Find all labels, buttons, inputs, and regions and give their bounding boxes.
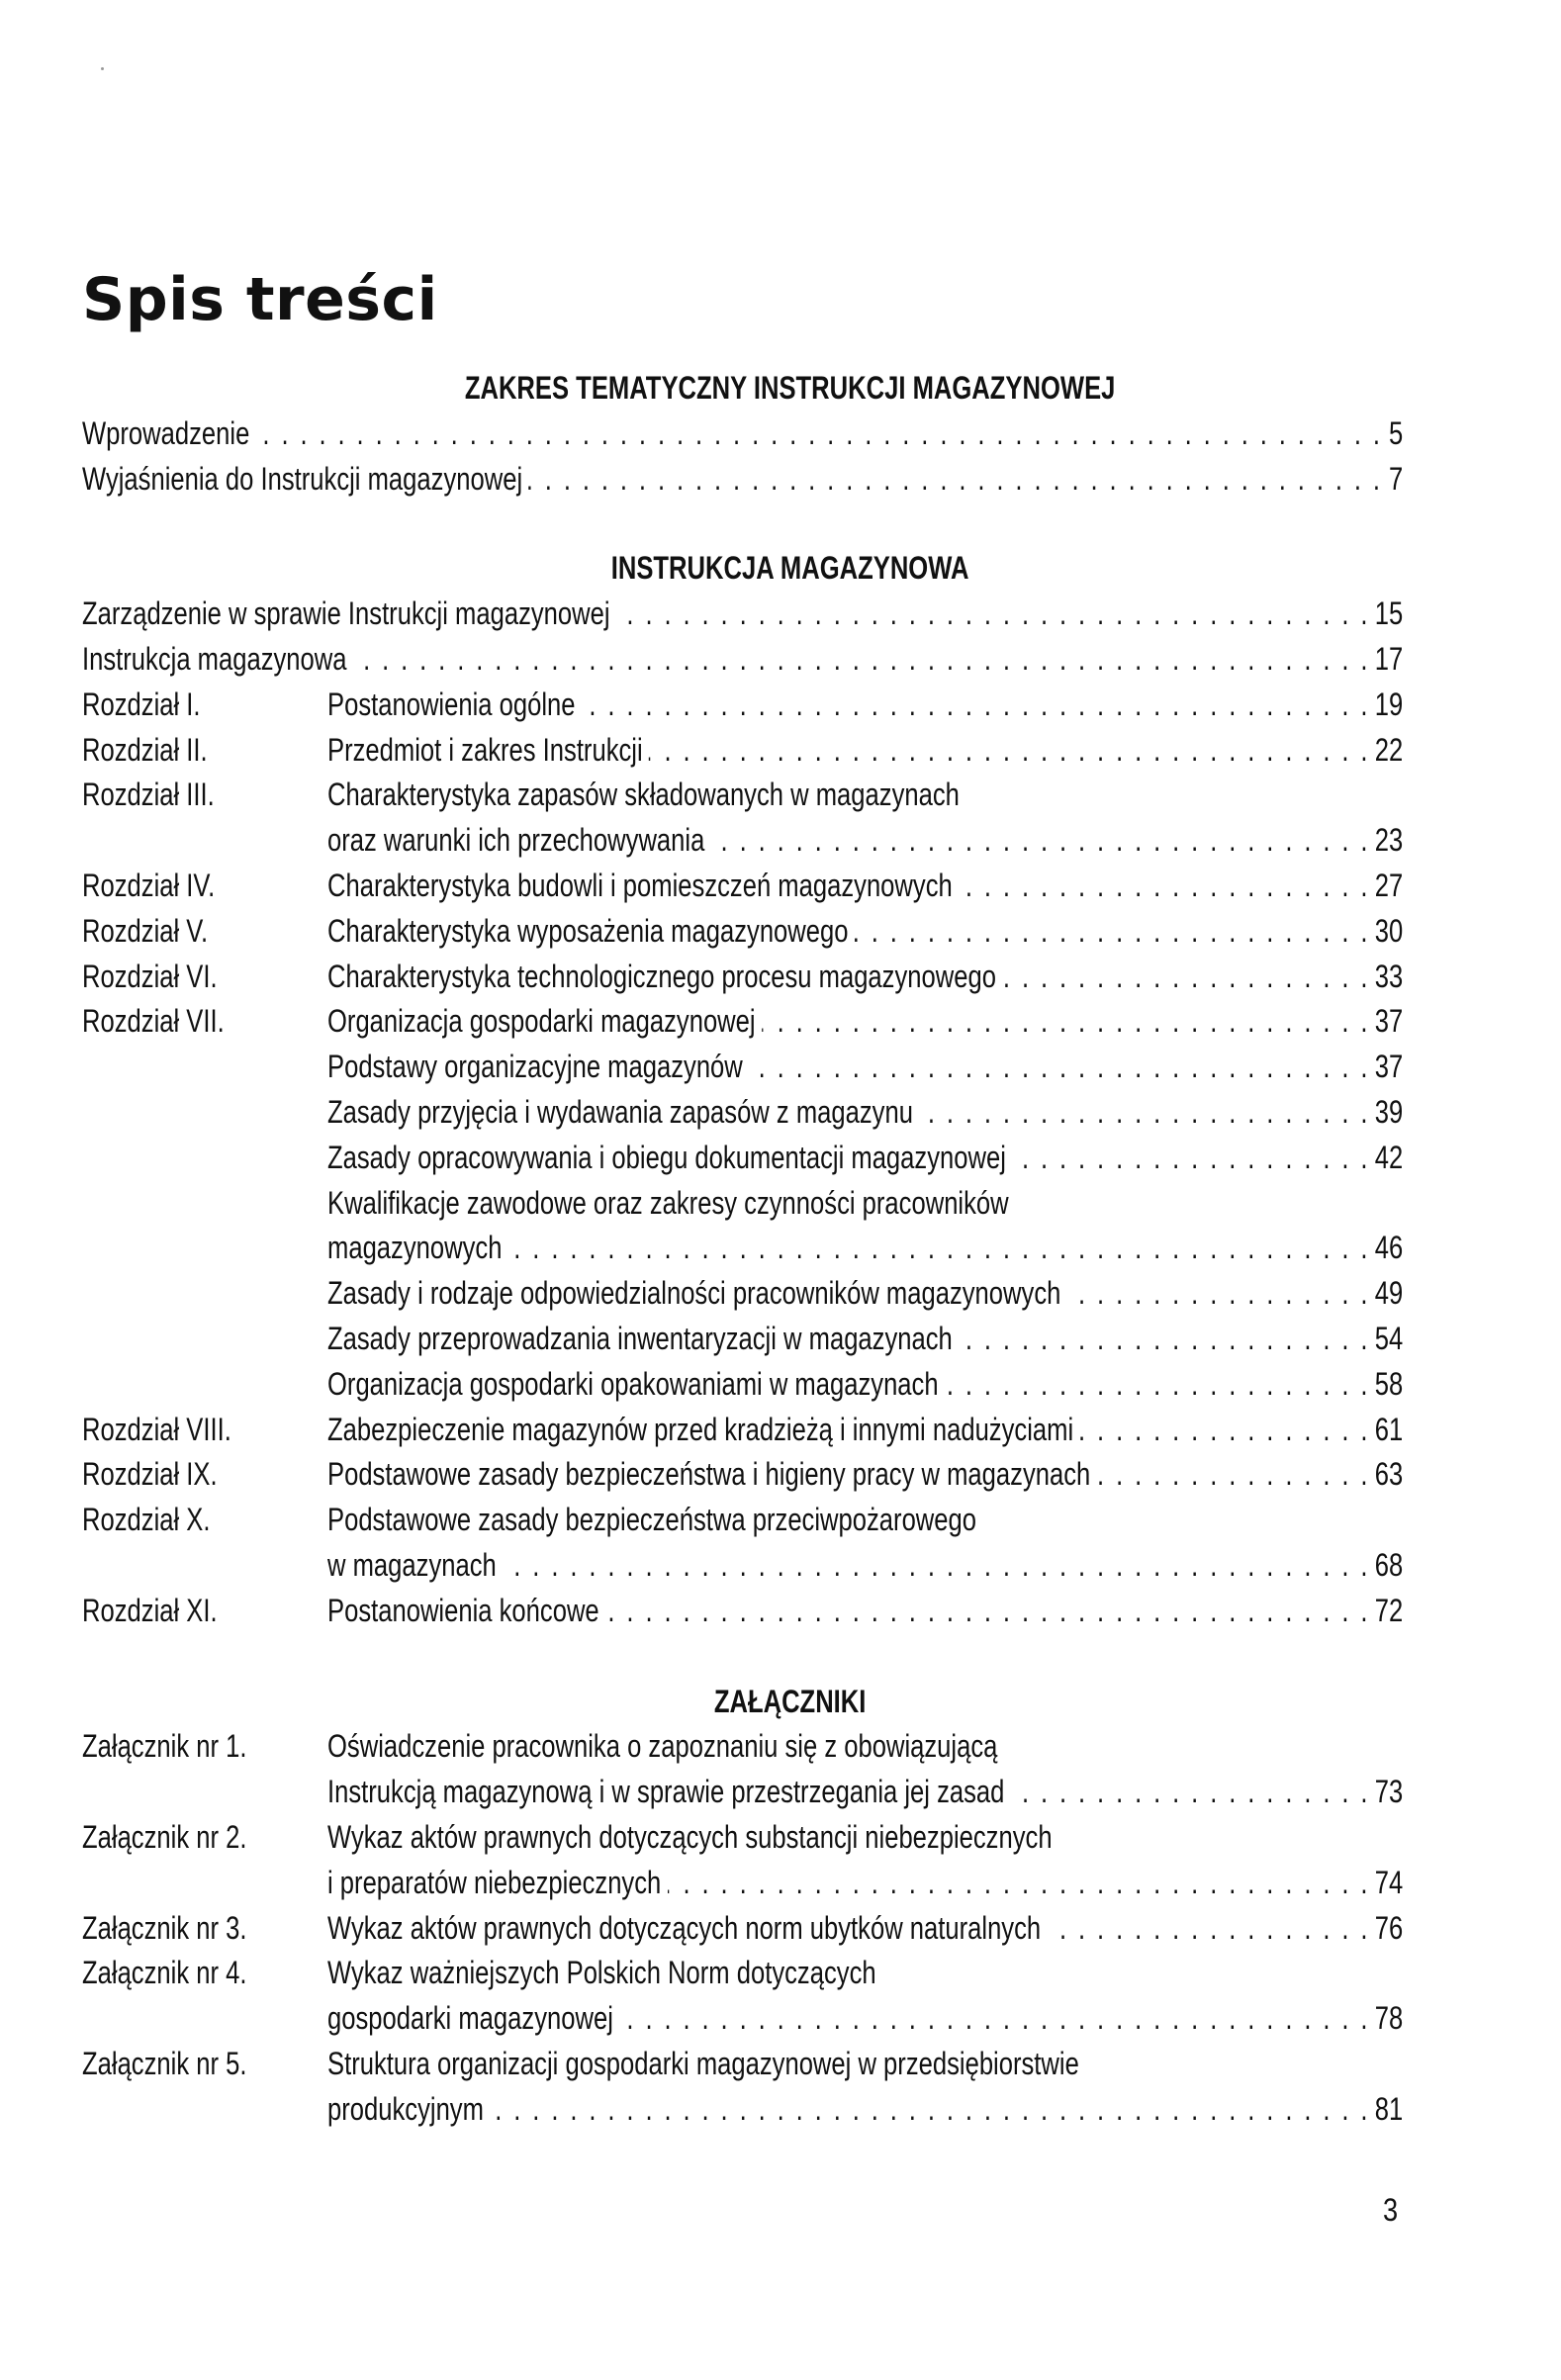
dot-leader [959, 1317, 1370, 1362]
dot-leader [855, 909, 1370, 955]
entry-page: 81 [1374, 2090, 1404, 2127]
entry-title-line1: Podstawowe zasady bezpieczeństwa przeciwpożarowego [327, 1502, 976, 1538]
entry-page: 37 [1374, 1049, 1404, 1085]
entry-page: 61 [1374, 1411, 1404, 1447]
toc-entry-chapter[interactable] [82, 955, 1403, 1000]
dot-leader [490, 2087, 1370, 2133]
entry-page: 63 [1374, 1456, 1404, 1493]
toc-entry-appendix-line2[interactable] [82, 1996, 1403, 2042]
toc-entry-subsection[interactable] [82, 1045, 1403, 1090]
entry-title: w magazynach [327, 1546, 497, 1583]
dot-leader [1002, 955, 1370, 1000]
appendix-label: Załącznik nr 1. [82, 1728, 247, 1765]
appendix-label: Załącznik nr 3. [82, 1909, 247, 1946]
table-of-contents [82, 366, 1403, 2132]
entry-page: 17 [1374, 640, 1404, 677]
entry-title-line1: Kwalifikacje zawodowe oraz zakresy czynności pracowników [327, 1184, 1009, 1221]
scan-speck [101, 67, 104, 70]
chapter-label: Rozdział V. [82, 912, 209, 949]
page-number: 3 [1383, 2192, 1399, 2228]
appendix-label: Załącznik nr 5. [82, 2045, 247, 2081]
entry-page: 39 [1374, 1093, 1404, 1130]
dot-leader [619, 1996, 1370, 2042]
toc-entry-subsection-line1[interactable] [82, 1181, 1403, 1227]
entry-title: produkcyjnym [327, 2090, 484, 2127]
entry-title: Wykaz aktów prawnych dotyczących norm ubytków naturalnych [327, 1909, 1042, 1946]
toc-entry-appendix-line1[interactable] [82, 1951, 1403, 1996]
entry-title: gospodarki magazynowej [327, 2000, 613, 2037]
entry-title: Zabezpieczenie magazynów przed kradzieżą i innymi nadużyciami [327, 1411, 1074, 1447]
entry-title: Przedmiot i zakres Instrukcji [327, 731, 643, 768]
entry-title: Zasady przyjęcia i wydawania zapasów z magazynu [327, 1093, 913, 1130]
chapter-label: Rozdział VIII. [82, 1411, 231, 1447]
entry-page: 72 [1374, 1592, 1404, 1628]
chapter-label: Rozdział XI. [82, 1592, 218, 1628]
entry-page: 19 [1374, 686, 1404, 722]
entry-title: i preparatów niebezpiecznych [327, 1864, 662, 1900]
appendix-label: Załącznik nr 4. [82, 1955, 247, 1991]
dot-leader [529, 457, 1383, 503]
entry-title-line1: Struktura organizacji gospodarki magazynowej w przedsiębiorstwie [327, 2045, 1079, 2081]
toc-entry-subsection[interactable] [82, 1317, 1403, 1362]
entry-page: 7 [1388, 460, 1404, 497]
entry-title: Wprowadzenie [82, 414, 250, 451]
dot-leader [353, 637, 1370, 683]
entry-title: Organizacja gospodarki magazynowej [327, 1003, 756, 1040]
entry-page: 78 [1374, 2000, 1404, 2037]
entry-page: 22 [1374, 731, 1404, 768]
section-heading-instrukcja: INSTRUKCJA MAGAZYNOWA [610, 550, 969, 587]
entry-title: Postanowienia ogólne [327, 686, 576, 722]
dot-leader [508, 1226, 1370, 1271]
spacer [82, 1634, 1403, 1680]
dot-leader [1080, 1408, 1370, 1453]
entry-title: Instrukcja magazynowa [82, 640, 347, 677]
entry-page: 27 [1374, 867, 1404, 903]
section-heading-zalaczniki: ZAŁĄCZNIKI [713, 1683, 867, 1719]
chapter-label: Rozdział III. [82, 777, 215, 813]
entry-page: 23 [1374, 822, 1404, 859]
toc-entry-appendix-line1[interactable] [82, 1724, 1403, 1770]
dot-leader [1011, 1770, 1370, 1815]
entry-title-line1: Oświadczenie pracownika o zapoznaniu się z obowiązującą [327, 1728, 998, 1765]
toc-entry-chapter-line1[interactable] [82, 773, 1403, 818]
entry-title: Instrukcją magazynową i w sprawie przestrzegania jej zasad [327, 1774, 1005, 1810]
entry-page: 15 [1374, 595, 1404, 632]
chapter-label: Rozdział VI. [82, 958, 218, 994]
chapter-label: Rozdział X. [82, 1502, 211, 1538]
toc-entry-chapter[interactable] [82, 1452, 1403, 1498]
entry-page: 49 [1374, 1275, 1404, 1312]
toc-entry-subsection[interactable] [82, 1136, 1403, 1181]
entry-title: oraz warunki ich przechowywania [327, 822, 705, 859]
chapter-label: Rozdział I. [82, 686, 201, 722]
dot-leader [605, 1589, 1370, 1634]
dot-leader [668, 1861, 1370, 1906]
toc-entry-subsection-line2[interactable] [82, 1226, 1403, 1271]
entry-title: Wyjaśnienia do Instrukcji magazynowej [82, 460, 523, 497]
toc-entry-appendix-line2[interactable] [82, 2087, 1403, 2133]
chapter-label: Rozdział VII. [82, 1003, 225, 1040]
toc-entry-appendix-line2[interactable] [82, 1861, 1403, 1906]
dot-leader [649, 728, 1370, 774]
entry-title-line1: Wykaz aktów prawnych dotyczących substancji niebezpiecznych [327, 1818, 1053, 1855]
page-title: Spis treści [82, 265, 438, 334]
toc-entry-chapter[interactable] [82, 1589, 1403, 1634]
entry-page: 33 [1374, 958, 1404, 994]
entry-title: magazynowych [327, 1230, 503, 1266]
dot-leader [749, 1045, 1370, 1090]
chapter-label: Rozdział IV. [82, 867, 216, 903]
spacer [82, 502, 1403, 546]
dot-leader [945, 1362, 1370, 1408]
appendix-label: Załącznik nr 2. [82, 1818, 247, 1855]
entry-title: Charakterystyka wyposażenia magazynowego [327, 912, 849, 949]
toc-entry-appendix-line1[interactable] [82, 2042, 1403, 2087]
toc-entry-chapter[interactable] [82, 1408, 1403, 1453]
entry-title: Zasady przeprowadzania inwentaryzacji w magazynach [327, 1320, 953, 1356]
toc-entry-appendix[interactable] [82, 1906, 1403, 1952]
dot-leader [762, 999, 1370, 1045]
entry-title: Charakterystyka budowli i pomieszczeń magazynowych [327, 867, 953, 903]
entry-page: 46 [1374, 1230, 1404, 1266]
dot-leader [1048, 1906, 1370, 1952]
dot-leader [1067, 1271, 1370, 1317]
entry-title: Podstawowe zasady bezpieczeństwa i higieny pracy w magazynach [327, 1456, 1091, 1493]
toc-entry[interactable] [82, 637, 1403, 683]
toc-entry-subsection[interactable] [82, 1271, 1403, 1317]
entry-page: 42 [1374, 1139, 1404, 1175]
toc-entry-appendix-line1[interactable] [82, 1815, 1403, 1861]
entry-page: 30 [1374, 912, 1404, 949]
toc-entry[interactable] [82, 412, 1403, 457]
entry-title: Podstawy organizacyjne magazynów [327, 1049, 743, 1085]
toc-entry-chapter-line2[interactable] [82, 818, 1403, 864]
toc-entry-subsection[interactable] [82, 1362, 1403, 1408]
entry-page: 5 [1388, 414, 1404, 451]
toc-entry-chapter[interactable] [82, 683, 1403, 728]
entry-title: Zasady i rodzaje odpowiedzialności pracowników magazynowych [327, 1275, 1061, 1312]
dot-leader [1097, 1452, 1370, 1498]
entry-page: 76 [1374, 1909, 1404, 1946]
entry-title-line1: Charakterystyka zapasów składowanych w magazynach [327, 777, 960, 813]
toc-entry-chapter[interactable] [82, 909, 1403, 955]
chapter-label: Rozdział IX. [82, 1456, 218, 1493]
entry-page: 58 [1374, 1365, 1404, 1402]
toc-entry-chapter[interactable] [82, 728, 1403, 774]
entry-title-line1: Wykaz ważniejszych Polskich Norm dotyczących [327, 1955, 876, 1991]
entry-title: Zarządzenie w sprawie Instrukcji magazynowej [82, 595, 610, 632]
entry-title: Postanowienia końcowe [327, 1592, 599, 1628]
toc-entry[interactable] [82, 457, 1403, 503]
toc-entry-chapter[interactable] [82, 864, 1403, 909]
chapter-label: Rozdział II. [82, 731, 208, 768]
dot-leader [919, 1090, 1370, 1136]
toc-entry-chapter-line2[interactable] [82, 1543, 1403, 1589]
dot-leader [616, 592, 1370, 637]
entry-page: 73 [1374, 1774, 1404, 1810]
entry-page: 37 [1374, 1003, 1404, 1040]
dot-leader [582, 683, 1370, 728]
entry-title: Organizacja gospodarki opakowaniami w magazynach [327, 1365, 939, 1402]
dot-leader [503, 1543, 1370, 1589]
entry-title: Zasady opracowywania i obiegu dokumentacji magazynowej [327, 1139, 1006, 1175]
entry-page: 74 [1374, 1864, 1404, 1900]
toc-entry-chapter-line1[interactable] [82, 1498, 1403, 1543]
entry-page: 68 [1374, 1546, 1404, 1583]
dot-leader [959, 864, 1370, 909]
toc-entry[interactable] [82, 592, 1403, 637]
dot-leader [711, 818, 1370, 864]
toc-entry-subsection[interactable] [82, 1090, 1403, 1136]
toc-entry-chapter[interactable] [82, 999, 1403, 1045]
dot-leader [256, 412, 1383, 457]
toc-entry-appendix-line2[interactable] [82, 1770, 1403, 1815]
section-heading-zakres: ZAKRES TEMATYCZNY INSTRUKCJI MAGAZYNOWEJ [464, 370, 1116, 406]
entry-title: Charakterystyka technologicznego procesu magazynowego [327, 958, 996, 994]
entry-page: 54 [1374, 1320, 1404, 1356]
dot-leader [1012, 1136, 1370, 1181]
